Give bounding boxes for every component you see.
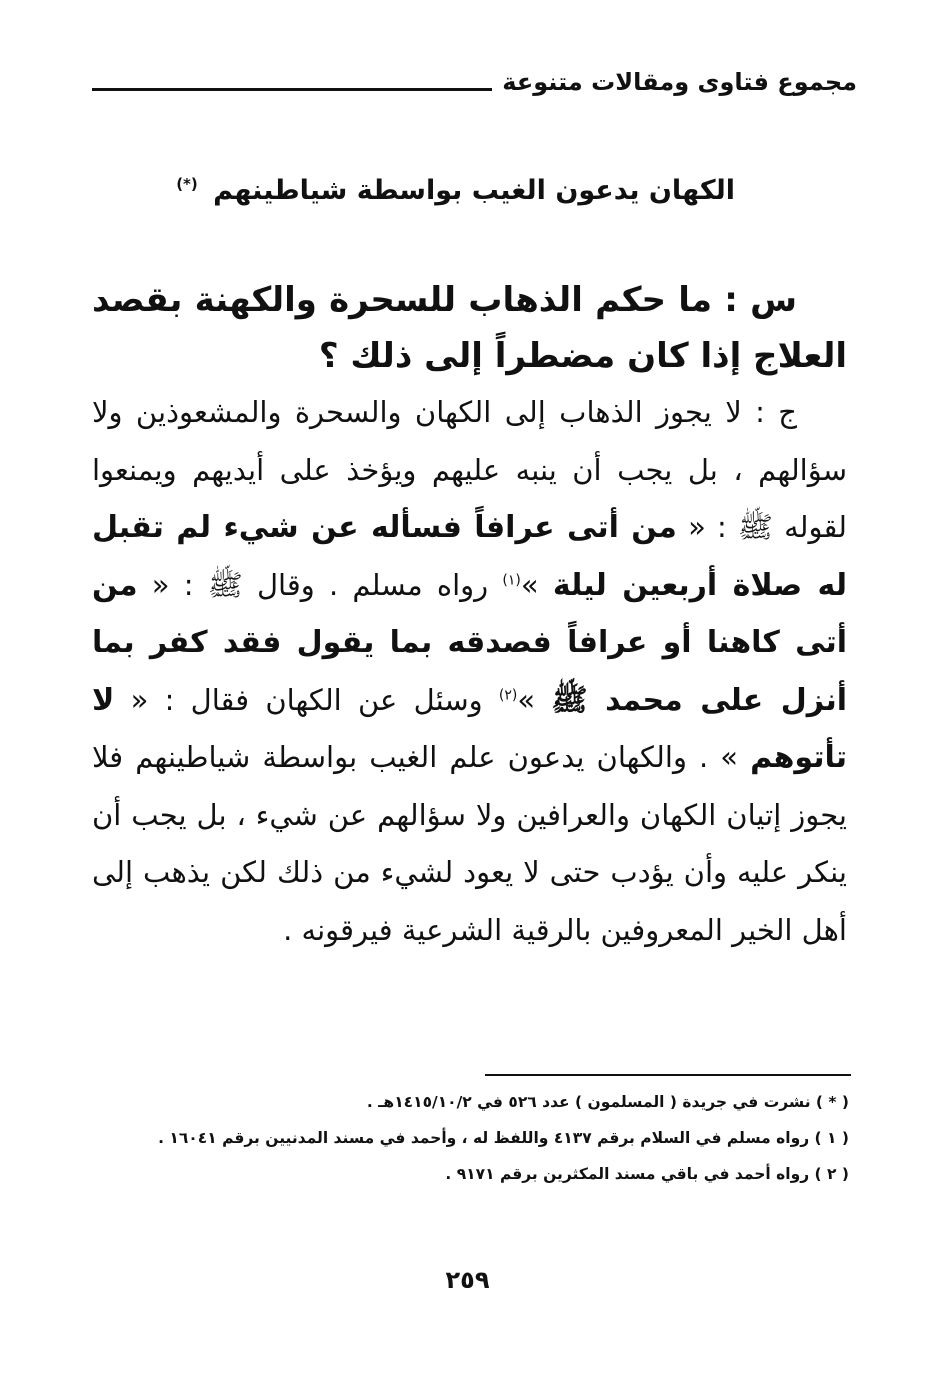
footnote-ref-2: (٢) [498,686,518,703]
answer-text-4: » [517,682,536,717]
hadith-quote-1: من أتى عرافاً فسأله عن شيء لم تقبل له صلاة أربعين ليلة [92,510,848,603]
hadith-quote-2: من أتى كاهنا أو عرافاً فصدقه بما يقول فقد كفر بما أنزل على محمد ﷺ [92,567,848,718]
answer-text-1: ج : لا يجوز الذهاب إلى الكهان والسحرة والمشعوذين ولا سؤالهم ، بل يجب أن ينبه عليهم ويؤخذ على أيديهم ويمنعوا لقوله ﷺ : « [92,395,848,544]
hadith-quote-3: لا تأتوهم [92,682,848,775]
footnote-2: ( ٢ ) رواه أحمد في باقي مسند المكثرين برقم ٩١٧١ . [445,1165,849,1183]
footnote-1: ( ١ ) رواه مسلم في السلام برقم ٤١٣٧ واللفظ له ، وأحمد في مسند المدنيين برقم ١٦٠٤١ . [158,1129,849,1147]
answer-text-3: رواه مسلم . وقال ﷺ : « [151,567,503,602]
question-paragraph: س : ما حكم الذهاب للسحرة والكهنة بقصد العلاج إذا كان مضطراً إلى ذلك ؟ [92,280,847,376]
article-body [92,272,847,959]
answer-paragraph [92,384,847,959]
answer-text-6: » . والكهان يدعون علم الغيب بواسطة شياطينهم فلا يجوز إتيان الكهان والعرافين ولا سؤالهم عن شيء ، بل يجب أن ينكر عليه وأن يؤدب حتى لا يعود لشيء من ذلك لكن يذهب إلى أهل الخير المعروفين بالرقية الشرعية فيرقونه . [92,740,847,947]
running-title: مجموع فتاوى ومقالات متنوعة [502,68,857,96]
running-header [92,62,857,102]
article-title [176,175,735,206]
footnote-ref-1: (١) [502,571,521,588]
footnote-separator [485,1074,851,1076]
answer-text-2: » [520,567,539,602]
answer-text-5: وسئل عن الكهان فقال : « [130,682,499,717]
page-number: ٢٥٩ [445,1266,490,1294]
footnote-star: ( * ) نشرت في جريدة ( المسلمون ) عدد ٥٢٦ في ١٤١٥/١٠/٢هـ . [366,1093,849,1111]
footnotes [149,1084,849,1192]
header-rule [92,88,492,91]
title-footnote-mark: (*) [176,175,198,193]
article-title-text: الكهان يدعون الغيب بواسطة شياطينهم [213,175,735,206]
